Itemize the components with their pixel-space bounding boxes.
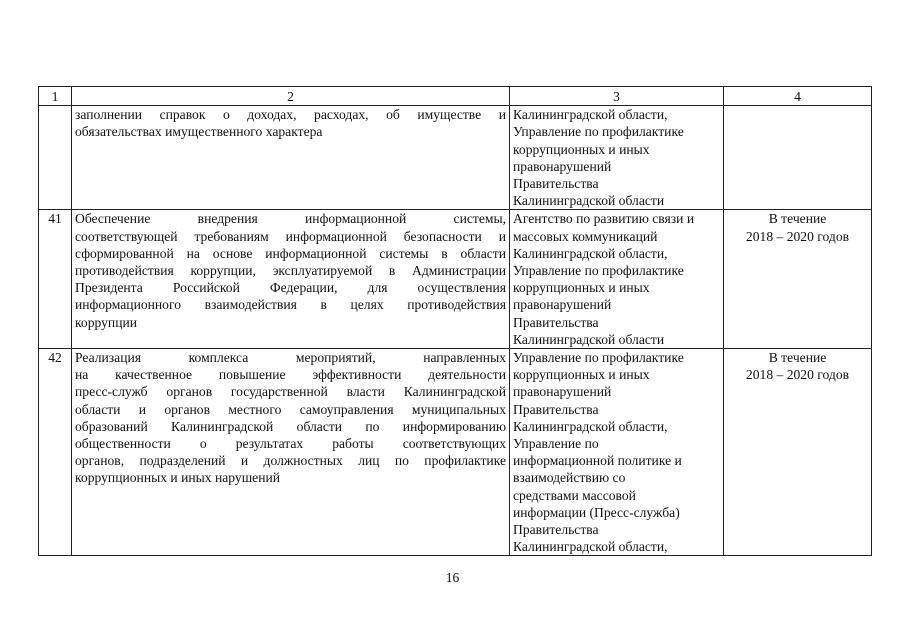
- term-line: 2018 – 2020 годов: [745, 228, 850, 244]
- responsible-executors: [510, 106, 724, 210]
- executor-line: информационной политике и: [513, 453, 682, 469]
- executor-line: Управление по профилактике: [513, 350, 684, 366]
- description-line: противодействия коррупции, эксплуатируемой в Администрации: [75, 263, 506, 279]
- row-number: [39, 106, 72, 210]
- executor-line: Правительства: [513, 176, 599, 192]
- executor-line: правонарушений: [513, 297, 612, 313]
- term-line: В течение: [768, 350, 827, 366]
- header-col-1: 1: [39, 87, 72, 106]
- description-line: образований Калининградской области по информированию: [75, 418, 506, 434]
- term-line: 2018 – 2020 годов: [745, 367, 850, 383]
- description-line: сформированной на основе информационной системы в области: [75, 245, 506, 261]
- executor-line: Калининградской области: [513, 193, 665, 209]
- measure-description: [72, 210, 510, 349]
- description-line: коррупционных и иных нарушений: [75, 470, 281, 486]
- plan-table: [38, 86, 872, 556]
- description-line: на качественное повышение эффективности деятельности: [75, 367, 506, 383]
- header-col-2: 2: [72, 87, 510, 106]
- description-line: области и органов местного самоуправления муниципальных: [75, 401, 506, 417]
- page-number: 16: [445, 570, 460, 585]
- responsible-executors: [510, 349, 724, 556]
- executor-line: Калининградской области: [513, 331, 665, 347]
- execution-term: [724, 210, 872, 349]
- description-line: общественности о результатах работы соответствующих: [75, 436, 506, 452]
- executor-line: Управление по: [513, 436, 599, 452]
- description-line: соответствующей требованиям информационной безопасности и: [75, 228, 506, 244]
- description-line: Реализация комплекса мероприятий, направленных: [75, 350, 506, 366]
- measure-description: [72, 349, 510, 556]
- table-row: [39, 210, 872, 349]
- executor-line: Калининградской области,: [513, 418, 668, 434]
- execution-term: [724, 349, 872, 556]
- executor-line: средствами массовой: [513, 487, 636, 503]
- description-line: заполнении справок о доходах, расходах, об имуществе и: [75, 107, 506, 123]
- executor-line: Правительства: [513, 314, 599, 330]
- description-line: коррупции: [75, 314, 138, 330]
- responsible-executors: [510, 210, 724, 349]
- execution-term: [724, 106, 872, 210]
- executor-line: Управление по профилактике: [513, 124, 684, 140]
- row-number: 42: [39, 349, 72, 556]
- header-row: [39, 87, 872, 106]
- header-col-4: 4: [724, 87, 872, 106]
- executor-line: Калининградской области,: [513, 107, 668, 123]
- executor-line: Агентство по развитию связи и: [513, 211, 695, 227]
- executor-line: взаимодействию со: [513, 470, 626, 486]
- description-line: обязательствах имущественного характера: [75, 124, 323, 140]
- executor-line: коррупционных и иных: [513, 367, 650, 383]
- term-line: В течение: [768, 211, 827, 227]
- executor-line: Управление по профилактике: [513, 263, 684, 279]
- executor-line: коррупционных и иных: [513, 141, 650, 157]
- executor-line: Правительства: [513, 401, 599, 417]
- executor-line: Правительства: [513, 522, 599, 538]
- description-line: Президента Российской Федерации, для осуществления: [75, 280, 506, 296]
- executor-line: коррупционных и иных: [513, 280, 650, 296]
- description-line: пресс-служб органов государственной власти Калининградской: [75, 384, 506, 400]
- row-number: 41: [39, 210, 72, 349]
- description-line: органов, подразделений и должностных лиц по профилактике: [75, 453, 506, 469]
- description-line: информационного взаимодействия в целях противодействия: [75, 297, 506, 313]
- executor-line: Калининградской области,: [513, 245, 668, 261]
- executor-line: правонарушений: [513, 158, 612, 174]
- table-row: [39, 106, 872, 210]
- executor-line: Калининградской области,: [513, 539, 668, 555]
- executor-line: правонарушений: [513, 384, 612, 400]
- measure-description: [72, 106, 510, 210]
- table-row: [39, 349, 872, 556]
- executor-line: массовых коммуникаций: [513, 228, 658, 244]
- executor-line: информации (Пресс-служба): [513, 504, 680, 520]
- description-line: Обеспечение внедрения информационной системы,: [75, 211, 506, 227]
- header-col-3: 3: [510, 87, 724, 106]
